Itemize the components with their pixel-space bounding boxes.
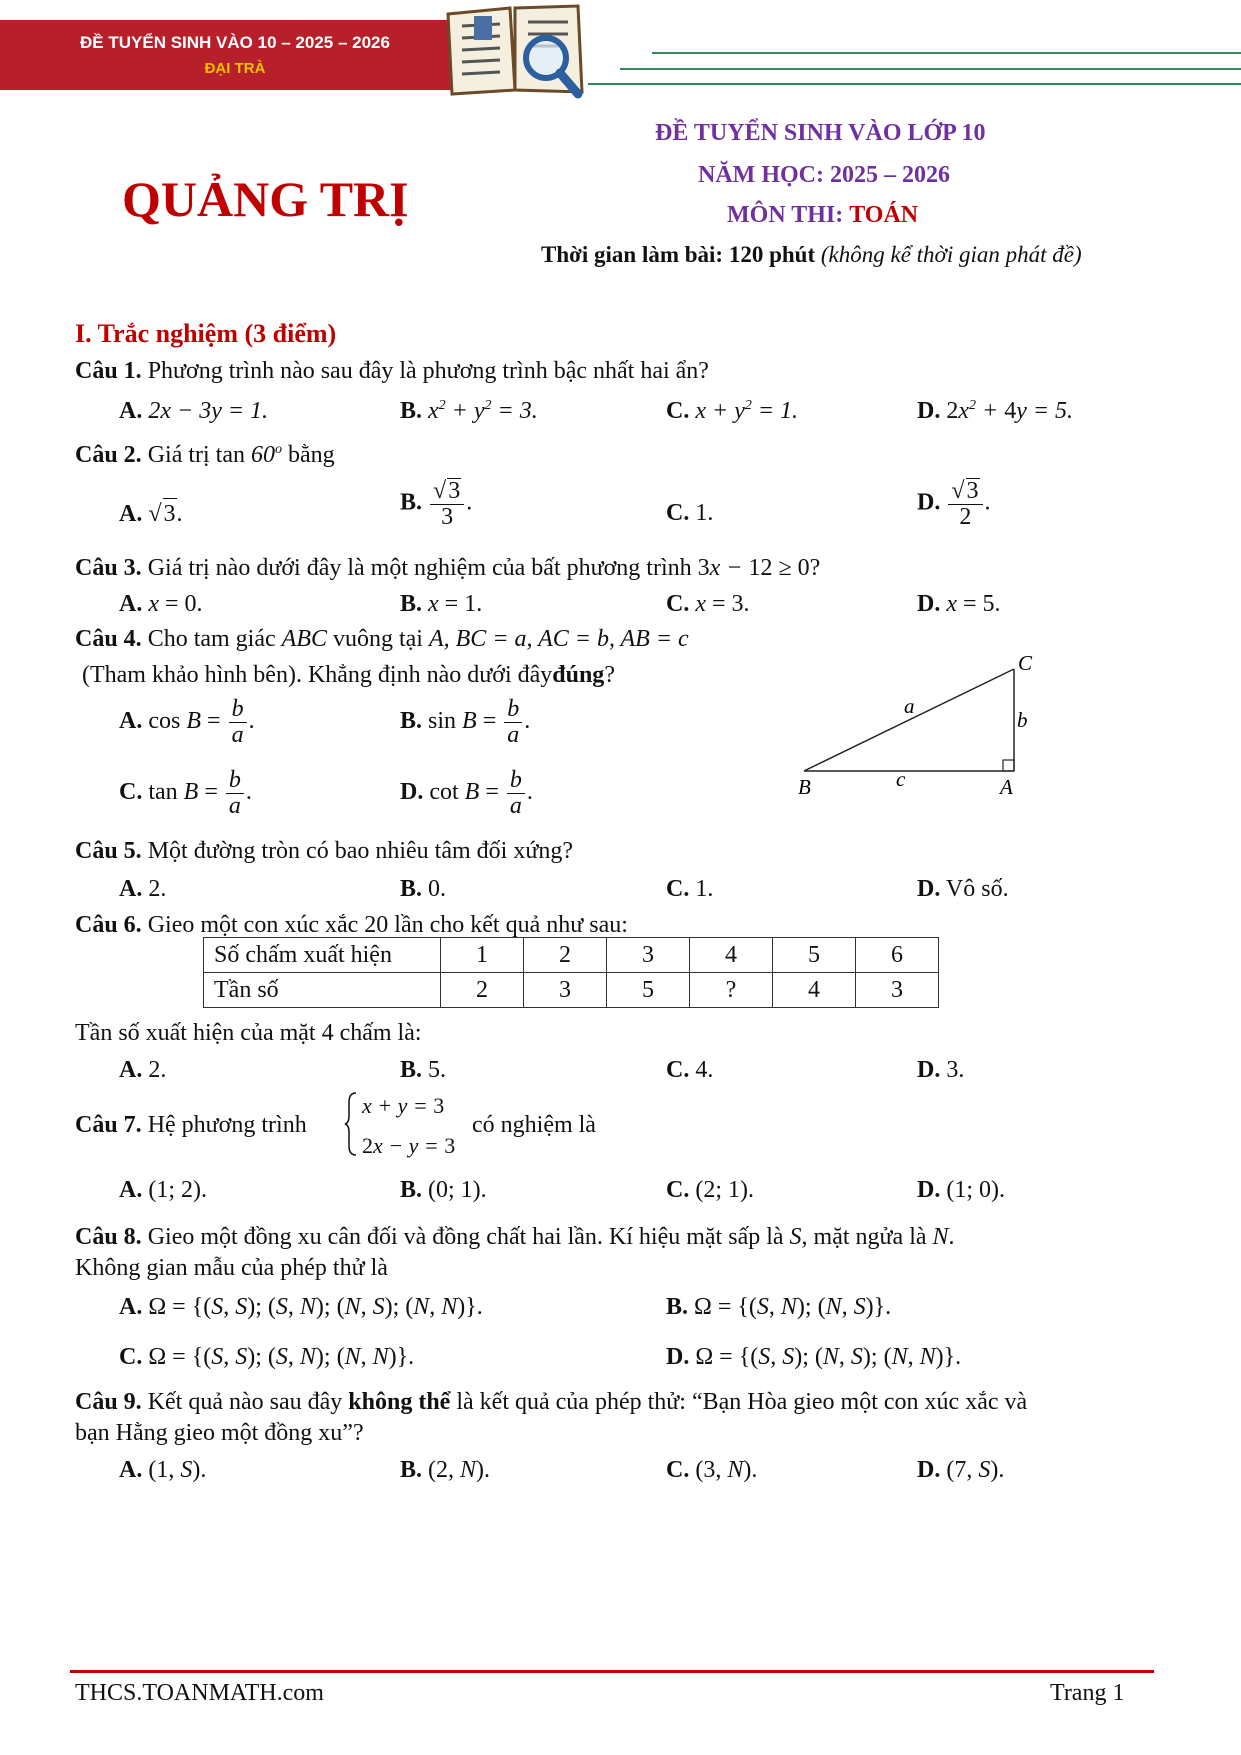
header-rule-top <box>652 52 1241 54</box>
table-cell: Số chấm xuất hiện <box>204 938 441 973</box>
side-c-label: c <box>896 767 906 791</box>
question-7-tail: có nghiệm là <box>472 1112 596 1138</box>
table-cell: 5 <box>773 938 856 973</box>
table-cell: 4 <box>690 938 773 973</box>
q9-option-d[interactable]: D. (7, S). <box>917 1457 1005 1483</box>
q4-option-b[interactable]: B. sin B = $\frac{b}{a}$ . <box>400 696 531 749</box>
q4-option-c[interactable]: C. tan B = $\frac{b}{a}$ . <box>119 767 252 820</box>
q6-option-b[interactable]: B. 5. <box>400 1057 447 1083</box>
q9-option-a[interactable]: A. (1, S). <box>119 1457 207 1483</box>
q1-option-b[interactable]: B. $x^2 + y^2 = 3$. <box>400 398 538 424</box>
q1-option-c[interactable]: C. $x + y^2 = 1$. <box>666 398 799 424</box>
q8-option-b[interactable]: B. Ω = {(S, N); (N, S)}. <box>666 1294 892 1320</box>
q2-option-c[interactable]: C. 1. <box>666 500 714 526</box>
q2-option-d[interactable]: D. $\frac{√3}{2}$ . <box>917 478 991 531</box>
header-rule-mid <box>620 68 1241 70</box>
q7-option-c[interactable]: C. (2; 1). <box>666 1177 754 1203</box>
book-magnifier-icon <box>440 0 590 100</box>
table-cell: 6 <box>856 938 939 973</box>
side-b-label: b <box>1017 708 1028 732</box>
question-6-followup: Tần số xuất hiện của mặt 4 chấm là: <box>75 1020 422 1046</box>
subject-line: MÔN THI: TOÁN <box>727 202 919 228</box>
q5-option-c[interactable]: C. 1. <box>666 876 714 902</box>
question-2: Câu 2. Giá trị tan 60$^o$ bằng <box>75 442 335 468</box>
question-1: Câu 1. Phương trình nào sau đây là phương trình bậc nhất hai ẩn? <box>75 358 709 384</box>
q6-option-a[interactable]: A. 2. <box>119 1057 167 1083</box>
section-title: I. Trắc nghiệm (3 điểm) <box>75 319 337 348</box>
vertex-b-label: B <box>798 775 811 799</box>
q3-option-b[interactable]: B. x = 1. <box>400 591 483 617</box>
vertex-c-label: C <box>1018 655 1033 675</box>
q9-option-c[interactable]: C. (3, N). <box>666 1457 758 1483</box>
q5-option-b[interactable]: B. 0. <box>400 876 447 902</box>
header-banner <box>0 20 470 90</box>
question-3: Câu 3. Giá trị nào dưới đây là một nghiệm của bất phương trình 3x − 12 ≥ 0? <box>75 555 821 581</box>
question-4: Câu 4. Cho tam giác ABC vuông tại A, BC = a, AC = b, AB = c <box>75 626 689 652</box>
banner-title: ĐỀ TUYỂN SINH VÀO 10 – 2025 – 2026 <box>80 33 390 52</box>
q7-option-d[interactable]: D. (1; 0). <box>917 1177 1005 1203</box>
table-cell: 1 <box>441 938 524 973</box>
q6-option-d[interactable]: D. 3. <box>917 1057 965 1083</box>
footer-rule <box>70 1670 1154 1673</box>
question-7: Câu 7. Hệ phương trình <box>75 1112 307 1138</box>
table-cell: 3 <box>856 973 939 1008</box>
q5-option-d[interactable]: D. Vô số. <box>917 876 1009 902</box>
q6-option-c[interactable]: C. 4. <box>666 1057 714 1083</box>
q4-option-d[interactable]: D. cot B = $\frac{b}{a}$ . <box>400 767 533 820</box>
q3-option-c[interactable]: C. x = 3. <box>666 591 750 617</box>
footer-site[interactable]: THCS.TOANMATH.com <box>75 1680 324 1706</box>
question-9: Câu 9. Kết quả nào sau đây không thể là kết quả của phép thử: “Bạn Hòa gieo một con xúc xắc và <box>75 1389 1028 1415</box>
q9-option-b[interactable]: B. (2, N). <box>400 1457 491 1483</box>
q2-option-b[interactable]: B. $\frac{√3}{3}$ . <box>400 478 473 531</box>
table-cell: Tần số <box>204 973 441 1008</box>
school-year: NĂM HỌC: 2025 – 2026 <box>698 162 950 188</box>
vertex-a-label: A <box>1000 775 1013 799</box>
q3-option-a[interactable]: A. x = 0. <box>119 591 203 617</box>
question-4-line2: (Tham khảo hình bên). Khẳng định nào dưới đâyđúng? <box>82 662 615 688</box>
table-cell: 2 <box>524 938 607 973</box>
q2-option-a[interactable]: A. √3. <box>119 498 183 529</box>
table-cell: 4 <box>773 973 856 1008</box>
table-cell: 2 <box>441 973 524 1008</box>
q7-option-a[interactable]: A. (1; 2). <box>119 1177 207 1203</box>
q4-option-a[interactable]: A. cos B = $\frac{b}{a}$ . <box>119 696 255 749</box>
q7-option-b[interactable]: B. (0; 1). <box>400 1177 487 1203</box>
table-cell: 5 <box>607 973 690 1008</box>
banner-subtitle: ĐẠI TRÀ <box>204 60 266 77</box>
table-cell: 3 <box>607 938 690 973</box>
right-angle-mark <box>1003 760 1014 771</box>
question-6: Câu 6. Gieo một con xúc xắc 20 lần cho kết quả như sau: <box>75 912 628 938</box>
system-equation-2: 2x − y = 3 <box>362 1133 456 1158</box>
footer-page-number: Trang 1 <box>1050 1680 1125 1706</box>
q5-option-a[interactable]: A. 2. <box>119 876 167 902</box>
q8-option-c[interactable]: C. Ω = {(S, S); (S, N); (N, N)}. <box>119 1344 415 1370</box>
exam-title: ĐỀ TUYỂN SINH VÀO LỚP 10 <box>655 120 986 146</box>
dice-frequency-table <box>203 937 939 1008</box>
q8-option-d[interactable]: D. Ω = {(S, S); (N, S); (N, N)}. <box>666 1344 962 1370</box>
question-9-line2: bạn Hằng gieo một đồng xu”? <box>75 1420 364 1446</box>
side-bc <box>804 669 1014 771</box>
question-5: Câu 5. Một đường tròn có bao nhiêu tâm đối xứng? <box>75 838 573 864</box>
q8-option-a[interactable]: A. Ω = {(S, S); (S, N); (N, S); (N, N)}. <box>119 1294 483 1320</box>
system-equation-1: x + y = 3 <box>362 1093 445 1118</box>
question-8: Câu 8. Gieo một đồng xu cân đối và đồng chất hai lần. Kí hiệu mặt sấp là S, mặt ngửa là N. <box>75 1224 955 1250</box>
side-a-label: a <box>904 694 915 718</box>
table-cell: ? <box>690 973 773 1008</box>
province-title: QUẢNG TRỊ <box>122 171 409 227</box>
table-row <box>204 973 939 1008</box>
q1-option-a[interactable]: A. 2x − 3y = 1. <box>119 398 269 424</box>
header-rule-bottom <box>588 83 1241 85</box>
triangle-figure <box>790 655 1050 800</box>
time-line: Thời gian làm bài: 120 phút (không kể thời gian phát đề) <box>541 242 1082 267</box>
question-8-line2: Không gian mẫu của phép thử là <box>75 1255 388 1281</box>
system-brace <box>344 1092 358 1156</box>
table-cell: 3 <box>524 973 607 1008</box>
q1-option-d[interactable]: D. $2x^2 + 4y = 5$. <box>917 398 1074 424</box>
q3-option-d[interactable]: D. x = 5. <box>917 591 1001 617</box>
table-row <box>204 938 939 973</box>
